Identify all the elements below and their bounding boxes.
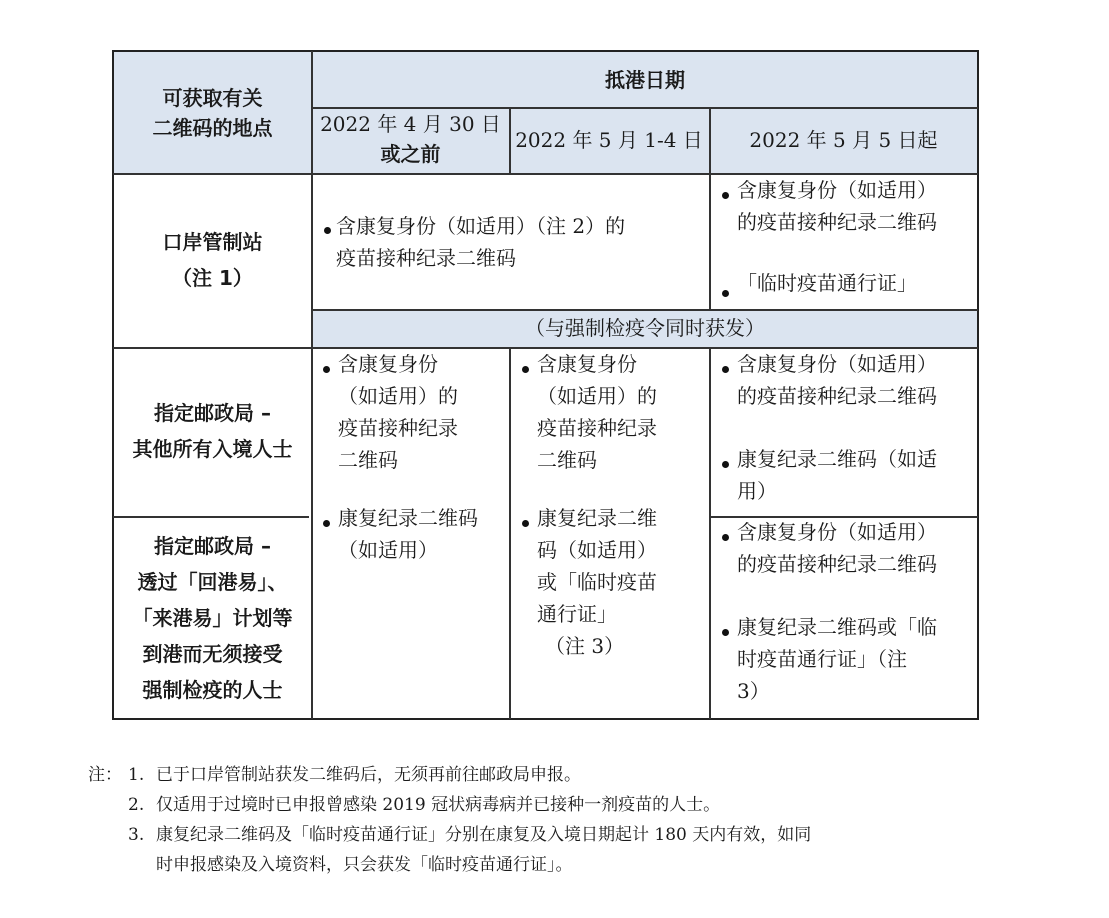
note-2-number: 2. <box>128 795 145 815</box>
r23-col1-item2-line-1: 康复纪录二维码 <box>338 506 478 530</box>
bullet-icon <box>323 366 330 373</box>
notes-prefix: 注： <box>88 765 122 785</box>
date-col-2: 2022 年 5 月 1-4 日 <box>515 128 703 152</box>
row2-late-item2-line-1: 康复纪录二维码（如适 <box>737 447 937 471</box>
bullet-icon <box>722 534 729 541</box>
bullet-icon <box>522 520 529 527</box>
row3-late-item2-line-3: 3） <box>737 679 770 703</box>
row3-late-item1-line-1: 含康复身份（如适用） <box>737 520 937 544</box>
bullet-icon <box>722 192 729 199</box>
date-col-1-line-2: 或之前 <box>380 142 441 166</box>
bullet-icon <box>722 629 729 636</box>
bullet-icon <box>522 366 529 373</box>
note-1-text: 已于口岸管制站获发二维码后，无须再前往邮政局申报。 <box>156 765 581 785</box>
bullet-icon <box>323 520 330 527</box>
note-3-text-line-2: 时申报感染及入境资料，只会获发「临时疫苗通行证」。 <box>156 855 573 875</box>
row2-late-item1-line-1: 含康复身份（如适用） <box>737 352 937 376</box>
row1-late-item2: 「临时疫苗通行证」 <box>737 271 917 295</box>
row3-late-item2-line-1: 康复纪录二维码或「临 <box>737 615 937 639</box>
r23-col2-item1-line-1: 含康复身份 <box>537 352 637 376</box>
r23-col2-item2-line-3: 或「临时疫苗 <box>537 570 657 594</box>
row1-late-item1-line-2: 的疫苗接种纪录二维码 <box>737 210 937 234</box>
r23-col2-item2-line-4: 通行证」 <box>537 602 617 626</box>
note-1-number: 1. <box>128 765 145 785</box>
bullet-icon <box>722 366 729 373</box>
row2-label-line-1: 指定邮政局 – <box>154 401 271 425</box>
header-arrival-date-title: 抵港日期 <box>605 68 685 92</box>
r23-col1-item1-line-3: 疫苗接种纪录 <box>338 416 458 440</box>
note-2-text: 仅适用于过境时已申报曾感染 2019 冠状病毒病并已接种一剂疫苗的人士。 <box>156 795 721 815</box>
bullet-icon <box>722 290 729 297</box>
note-3-number: 3. <box>128 825 145 845</box>
row3-label-line-4: 到港而无须接受 <box>142 642 283 666</box>
row2-late-item2-line-2: 用） <box>737 479 777 503</box>
row3-label-line-3: 「来港易」计划等 <box>132 606 293 630</box>
row1-label-line-1: 口岸管制站 <box>162 230 263 254</box>
r23-col2-item1-line-3: 疫苗接种纪录 <box>537 416 657 440</box>
date-col-3: 2022 年 5 月 5 日起 <box>749 128 938 152</box>
row1-early-text-line-1: 含康复身份（如适用）（注 2）的 <box>336 214 626 238</box>
row1-early-text-line-2: 疫苗接种纪录二维码 <box>336 246 516 270</box>
r23-col1-item1-line-2: （如适用）的 <box>338 384 458 408</box>
bullet-icon <box>324 227 331 234</box>
r23-col1-item2-line-2: （如适用） <box>338 538 438 562</box>
row3-late-item2-line-2: 时疫苗通行证」（注 <box>737 647 907 671</box>
note-3-text-line-1: 康复纪录二维码及「临时疫苗通行证」分别在康复及入境日期起计 180 天内有效，如同 <box>156 825 812 845</box>
row1-label-line-2: （注 1） <box>172 266 253 290</box>
row1-late-item1-line-1: 含康复身份（如适用） <box>737 178 937 202</box>
header-location-line-1: 可获取有关 <box>162 86 263 110</box>
row3-label-line-1: 指定邮政局 – <box>154 534 271 558</box>
row2-late-item1-line-2: 的疫苗接种纪录二维码 <box>737 384 937 408</box>
r23-col2-item2-line-2: 码（如适用） <box>537 538 657 562</box>
row2-label-line-2: 其他所有入境人士 <box>132 437 293 461</box>
bullet-icon <box>722 461 729 468</box>
r23-col1-item1-line-1: 含康复身份 <box>338 352 438 376</box>
row3-label-line-5: 强制检疫的人士 <box>142 678 283 702</box>
header-location-line-2: 二维码的地点 <box>152 116 273 140</box>
r23-col2-item2-line-1: 康复纪录二维 <box>537 506 657 530</box>
r23-col1-item1-line-4: 二维码 <box>338 448 398 472</box>
r23-col2-item1-line-2: （如适用）的 <box>537 384 657 408</box>
concurrent-issue-text: （与强制检疫令同时获发） <box>525 316 765 340</box>
r23-col2-item2-line-5: （注 3） <box>545 634 625 658</box>
row3-late-item1-line-2: 的疫苗接种纪录二维码 <box>737 552 937 576</box>
r23-col2-item1-line-4: 二维码 <box>537 448 597 472</box>
date-col-1-line-1: 2022 年 4 月 30 日 <box>320 112 501 136</box>
row3-label-line-2: 透过「回港易」、 <box>137 570 288 594</box>
